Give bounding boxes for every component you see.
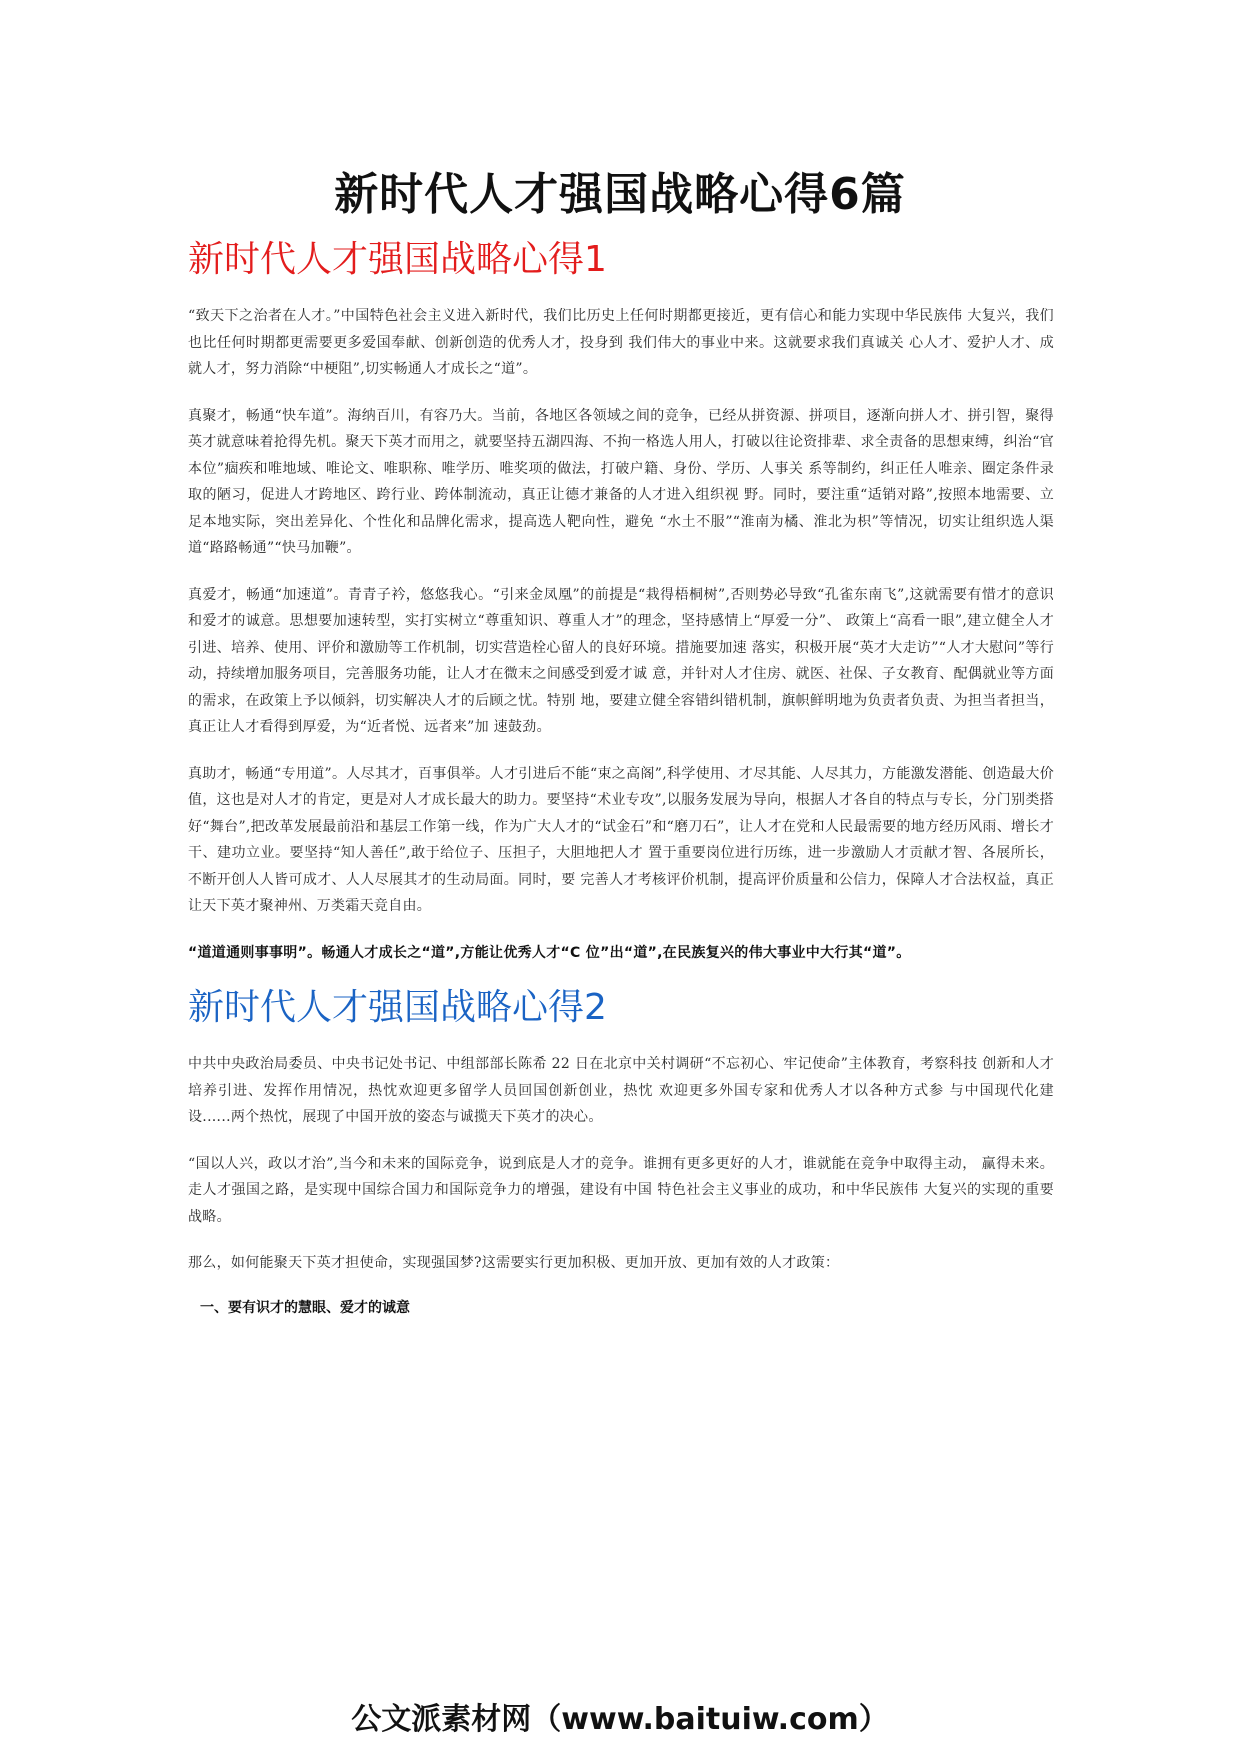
document-body	[188, 238, 1054, 1317]
section-2-paragraph-1: 中共中央政治局委员、中央书记处书记、中组部部长陈希 22 日在北京中关村调研“不忘初心、牢记使命”主体教育，考察科技 创新和人才培养引进、发挥作用情况，热忱欢迎更多留学人员回国创新创业，热忱 欢迎更多外国专家和优秀人才以各种方式参 与中国现代化建设.…..两个热忱，展现了中国开放的姿态与诚揽天下英才的决心。	[188, 1056, 1054, 1126]
document-title: 新时代人才强国战略心得6篇	[334, 169, 906, 220]
section-1-paragraph-1: “致天下之治者在人才。”中国特色社会主义进入新时代，我们比历史上任何时期都更接近，更有信心和能力实现中华民族伟 大复兴，我们也比任何时期都更需要更多爱国奉献、创新创造的优秀人才，投身到 我们伟大的事业中来。这就要求我们真诚关 心人才、爱护人才、成就人才，努力消除“中梗阻”,切实畅通人才成长之“道”。	[188, 308, 1054, 378]
section-2-heading: 新时代人才强国战略心得2	[188, 987, 607, 1029]
section-2-paragraph-3: 那么，如何能聚天下英才担使命，实现强国梦?这需要实行更加积极、更加开放、更加有效的人才政策：	[188, 1255, 840, 1272]
section-1-closing: “道道通则事事明”。畅通人才成长之“道”,方能让优秀人才“C 位”出“道”,在民族复兴的伟大事业中大行其“道”。	[188, 944, 911, 961]
section-2-subheading: 一、要有识才的慧眼、爱才的诚意	[200, 1299, 410, 1316]
section-1-paragraph-4: 真助才，畅通“专用道”。人尽其才，百事俱举。人才引进后不能“束之高阁”,科学使用、才尽其能、人尽其力，方能激发潜能、创造最大价值，这也是对人才的肯定，更是对人才成长最大的助力。要坚持“术业专攻”,以服务发展为导向，根据人才各自的特点与专长，分门别类搭好“舞台”,把改革发展最前沿和基层工作第一线，作为广大人才的“试金石”和“磨刀石”，让人才在党和人民最需要的地方经历风雨、增长才干、建功立业。要坚持“知人善任”,敢于给位子、压担子，大胆地把人才 置于重要岗位进行历练，进一步激励人才贡献才智、各展所长，不断开创人人皆可成才、人人尽展其才的生动局面。同时，要 完善人才考核评价机制，提高评价质量和公信力，保障人才合法权益，真正让天下英才聚神州、万类霜天竞自由。	[188, 765, 1054, 915]
section-2-paragraph-2: “国以人兴，政以才治”,当今和未来的国际竞争，说到底是人才的竞争。谁拥有更多更好的人才，谁就能在竞争中取得主动， 赢得未来。走人才强国之路，是实现中国综合国力和国际竞争力的增强，建设有中国 特色社会主义事业的成功，和中华民族伟 大复兴的实现的重要战略。	[188, 1155, 1054, 1225]
section-1-heading: 新时代人才强国战略心得1	[188, 239, 607, 280]
section-1-paragraph-3: 真爱才，畅通“加速道”。青青子衿，悠悠我心。“引来金凤凰”的前提是“栽得梧桐树”,否则势必导致“孔雀东南飞”,这就需要有惜才的意识和爱才的诚意。思想要加速转型，实打实树立“尊重知识、尊重人才”的理念，坚持感情上“厚爱一分”、 政策上“高看一眼”,建立健全人才引进、培养、使用、评价和激励等工作机制，切实营造栓心留人的良好环境。措施要加速 落实，积极开展“英才大走访”“人才大慰问”等行动，持续增加服务项目，完善服务功能，让人才在微末之间感受到爱才诚 意，并针对人才住房、就医、社保、子女教育、配偶就业等方面的需求，在政策上予以倾斜，切实解决人才的后顾之忧。特别 地，要建立健全容错纠错机制，旗帜鲜明地为负责者负责、为担当者担当，真正让人才看得到厚爱，为“近者悦、远者来”加 速鼓劲。	[188, 586, 1054, 736]
footer-watermark: 公文派素材网（www.baituiw.com）	[351, 1702, 889, 1737]
section-1-paragraph-2: 真聚才，畅通“快车道”。海纳百川，有容乃大。当前，各地区各领域之间的竞争，已经从拼资源、拼项目，逐渐向拼人才、拼引智，聚得英才就意味着抢得先机。聚天下英才而用之，就要坚持五湖四海、不拘一格选人用人，打破以往论资排辈、求全责备的思想束缚，纠治“官本位”痼疾和唯地域、唯论文、唯职称、唯学历、唯奖项的做法，打破户籍、身份、学历、人事关 系等制约，纠正任人唯亲、圈定条件录取的陋习，促进人才跨地区、跨行业、跨体制流动，真正让德才兼备的人才进入组织视 野。同时，要注重“适销对路”,按照本地需要、立足本地实际，突出差异化、个性化和品牌化需求，提高选人靶向性，避免 “水土不服”“淮南为橘、淮北为枳”等情况，切实让组织选人渠道“路路畅通”“快马加鞭”。	[188, 407, 1054, 557]
